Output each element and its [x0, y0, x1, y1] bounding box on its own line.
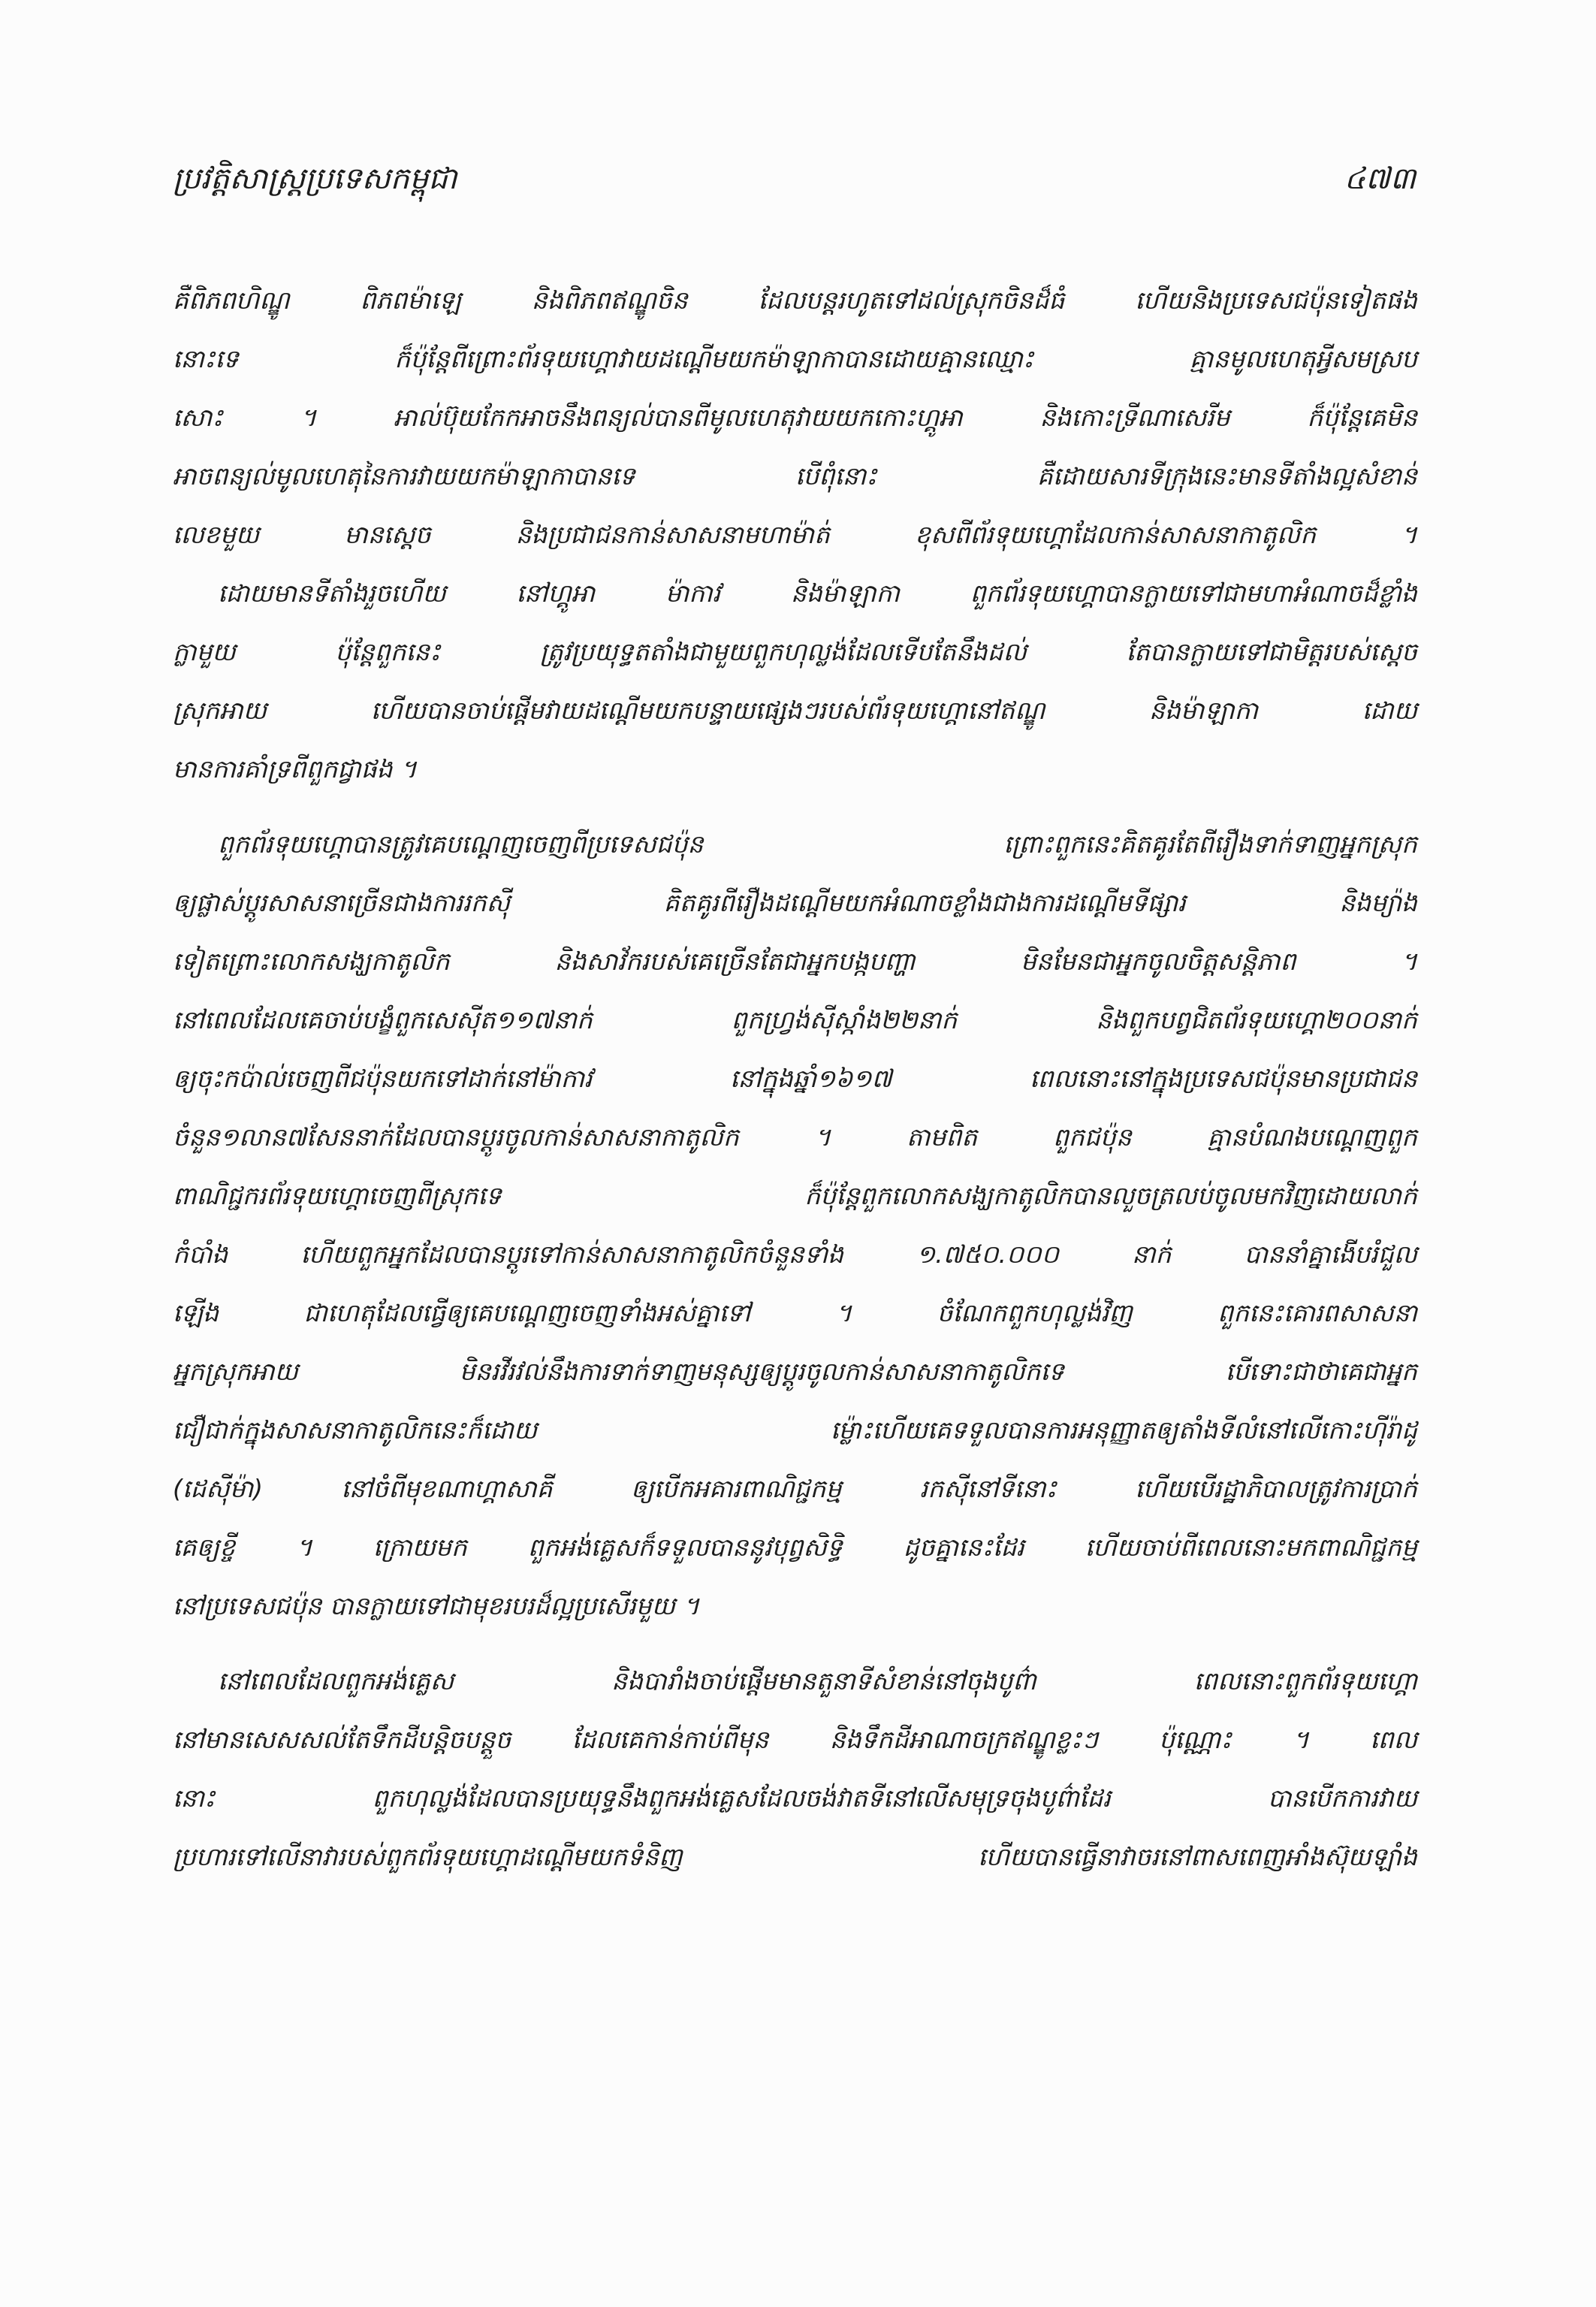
text-line: នៅពេលដែលគេចាប់បង្ខំពួកសេស៊ីត១១៧នាក់ ពួកហ្វ្រង់ស៊ីស្កាំង២២នាក់ និងពួកបព្វជិតព័រទុយហ្គោ២០០នាក់	[173, 1005, 1417, 1034]
text-line: នៅពេលដែលពួកអង់គ្លេស និងបារាំងចាប់ផ្តើមមានតួនាទីសំខាន់នៅចុងបូព៌ា ពេលនោះពួកព័រទុយហ្គោ	[218, 1666, 1417, 1696]
text-line: នៅមានសេសសល់តែទឹកដីបន្តិចបន្តួច ដែលគេកាន់កាប់ពីមុន និងទឹកដីអាណាចក្រឥណ្ឌូខ្លះៗ ប៉ុណ្ណោះ ។ ពេល	[173, 1725, 1417, 1754]
text-line: គេឲ្យខ្ចី ។ ក្រោយមក ពួកអង់គ្លេសក៏ទទួលបាននូវបុព្វសិទ្ធិ ដូចគ្នានេះដែរ ហើយចាប់ពីពេលនោះមកពាណិជ្ជកម្ម	[173, 1532, 1417, 1562]
text-line: ឲ្យចុះកប៉ាល់ចេញពីជប៉ុនយកទៅដាក់នៅម៉ាកាវ នៅក្នុងឆ្នាំ១៦១៧ ពេលនោះនៅក្នុងប្រទេសជប៉ុនមានប្រជាជន	[173, 1064, 1417, 1093]
running-header	[173, 154, 1420, 204]
text-line: ឡើង ជាហេតុដែលធ្វើឲ្យគេបណ្តេញចេញទាំងអស់គ្នាទៅ ។ ចំណែកពួកហុល្លង់វិញ ពួកនេះគោរពសាសនា	[173, 1298, 1417, 1327]
text-line: ជឿជាក់ក្នុងសាសនាកាតូលិកនេះក៏ដោយ ម្ល៉ោះហើយគេទទួលបានការអនុញ្ញាតឲ្យតាំងទីលំនៅលើកោះហ៊ីរ៉ាដូ	[173, 1415, 1417, 1445]
text-line: ស្រុកអាយ ហើយបានចាប់ផ្តើមវាយដណ្តើមយកបន្ទាយផ្សេងៗរបស់ព័រទុយហ្គោនៅឥណ្ឌូ និងម៉ាឡាកា ដោយ	[173, 696, 1417, 725]
text-line: សោះ ។ អាល់ប៊ុយកែកអាចនឹងពន្យល់បានពីមូលហេតុវាយយកកោះហ្គូអា និងកោះទ្រីណាសេរីម ក៏ប៉ុន្តែគេមិន	[173, 403, 1417, 432]
text-line: ប្រហារទៅលើនាវារបស់ពួកព័រទុយហ្គោដណ្តើមយកទំនិញ ហើយបានធ្វើនាវាចរនៅពាសពេញអាំងស៊ុយឡាំង	[173, 1842, 1417, 1871]
text-line: គឺពិភពហិណ្ឌូ ពិភពម៉ាឡេ និងពិភពឥណ្ឌូចិន ដែលបន្តរហូតទៅដល់ស្រុកចិនដ៏ធំ ហើយនិងប្រទេសជប៉ុនទៀតផង	[173, 285, 1417, 315]
body-text	[173, 271, 1420, 1886]
text-line: លេខមួយ មានស្តេច និងប្រជាជនកាន់សាសនាមហាម៉ាត់ ខុសពីព័រទុយហ្គោដែលកាន់សាសនាកាតូលិក ។	[173, 520, 1417, 549]
text-line: អ្នកស្រុកអាយ មិនរវីរវល់នឹងការទាក់ទាញមនុស្សឲ្យប្តូរចូលកាន់សាសនាកាតូលិកទេ បើទោះជាថាគេជាអ្នក	[173, 1357, 1417, 1386]
text-line: នៅប្រទេសជប៉ុន បានក្លាយទៅជាមុខរបរដ៏ល្អប្រសើរមួយ ។	[173, 1591, 700, 1620]
text-line: កំបាំង ហើយពួកអ្នកដែលបានប្តូរទៅកាន់សាសនាកាតូលិកចំនួនទាំង ១.៧៥០.០០០ នាក់ បាននាំគ្នាងើបរំជួល	[173, 1240, 1417, 1269]
book-title: ប្រវត្តិសាស្ត្រប្រទេសកម្ពុជា	[173, 162, 457, 196]
paragraph-4	[173, 1652, 1420, 1886]
text-line: អាចពន្យល់មូលហេតុនៃការវាយយកម៉ាឡាកាបានទេ បើពុំនោះ គឺដោយសារទីក្រុងនេះមានទីតាំងល្អសំខាន់	[173, 461, 1417, 491]
paragraph-2	[173, 564, 1420, 799]
text-line: ពួកព័រទុយហ្គោបានត្រូវគេបណ្តេញចេញពីប្រទេសជប៉ុន ព្រោះពួកនេះគិតគូរតែពីរឿងទាក់ទាញអ្នកស្រុក	[218, 829, 1417, 859]
paragraph-3	[173, 815, 1420, 1635]
text-line: ទៀតព្រោះលោកសង្ឃកាតូលិក និងសាវ័ករបស់គេច្រើនតែជាអ្នកបង្កបញ្ហា មិនមែនជាអ្នកចូលចិត្តសន្តិភាព ។	[173, 947, 1417, 976]
text-line: នោះ ពួកហុល្លង់ដែលបានប្រយុទ្ធនឹងពួកអង់គ្លេសដែលចង់វាតទីនៅលើសមុទ្រចុងបូព៌ាដែរ បានបើកការវាយ	[173, 1783, 1417, 1813]
page-number: ៤៧៣	[1344, 162, 1416, 196]
paragraph-1	[173, 271, 1420, 564]
text-line: នោះទេ ក៏ប៉ុន្តែពីព្រោះព័រទុយហ្គោវាយដណ្តើមយកម៉ាឡាកាបានដោយគ្មានឈ្មោះ គ្មានមូលហេតុអ្វីសមស្រប	[173, 344, 1417, 373]
text-line: (ដេស៊ីម៉ា) នៅចំពីមុខណាហ្គាសាគី ឲ្យបើកអគារពាណិជ្ជកម្ម រកស៊ីនៅទីនោះ ហើយបើរដ្ឋាភិបាលត្រូវការប្រាក់	[173, 1474, 1417, 1503]
text-line: ដោយមានទីតាំងរួចហើយ នៅហ្គូអា ម៉ាកាវ និងម៉ាឡាកា ពួកព័រទុយហ្គោបានក្លាយទៅជាមហាអំណាចដ៏ខ្លាំង	[218, 578, 1417, 608]
text-line: ឲ្យផ្លាស់ប្តូរសាសនាច្រើនជាងការរកស៊ី គិតគូរពីរឿងដណ្តើមយកអំណាចខ្លាំងជាងការដណ្តើមទីផ្សារ និងម្យ៉ាង	[173, 888, 1417, 917]
text-line: ចំនួន១លាន៧សែននាក់ដែលបានប្តូរចូលកាន់សាសនាកាតូលិក ។ តាមពិត ពួកជប៉ុន គ្មានបំណងបណ្តេញពួក	[173, 1122, 1417, 1152]
text-line: ពាណិជ្ជករព័រទុយហ្គោចេញពីស្រុកទេ ក៏ប៉ុន្តែពួកលោកសង្ឃកាតូលិកបានលួចត្រលប់ចូលមកវិញដោយលាក់	[173, 1181, 1417, 1210]
text-line: មានការគាំទ្រពីពួកជ្វាផង ។	[173, 754, 417, 784]
text-line: ក្លាមួយ ប៉ុន្តែពួកនេះ ត្រូវប្រយុទ្ធតតាំងជាមួយពួកហុល្លង់ដែលទើបតែនឹងដល់ តែបានក្លាយទៅជាមិត្តរបស់ស្តេច	[173, 637, 1417, 666]
